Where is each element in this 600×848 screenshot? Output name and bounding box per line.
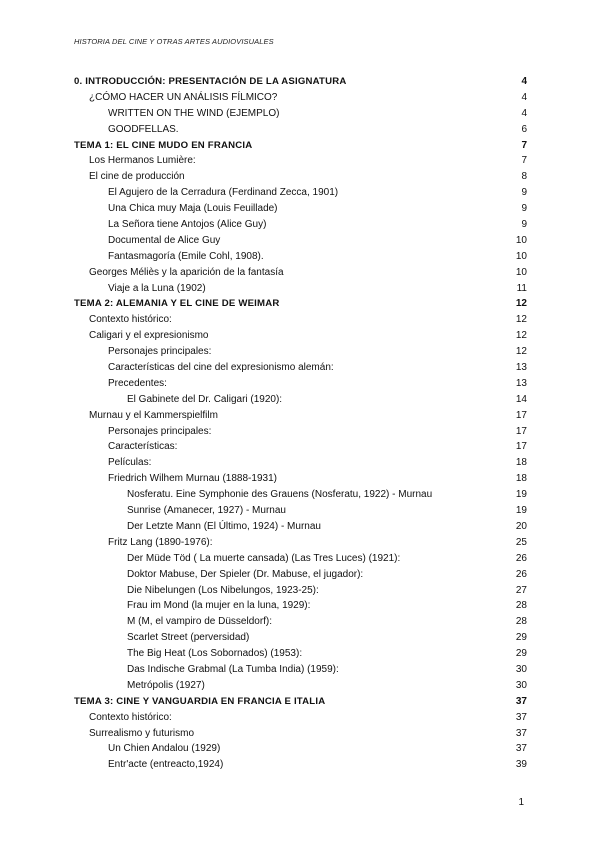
toc-entry-title: The Big Heat (Los Sobornados) (1953): bbox=[127, 648, 303, 660]
toc-entry-page: 37 bbox=[515, 711, 527, 723]
toc-entry-page: 29 bbox=[515, 648, 527, 660]
toc-entry-title: Características del cine del expresionismo alemán: bbox=[108, 362, 334, 374]
toc-entry-page: 25 bbox=[515, 536, 527, 548]
toc-entry-title: TEMA 2: ALEMANIA Y EL CINE DE WEIMAR bbox=[74, 298, 280, 310]
toc-entry[interactable] bbox=[0, 153, 600, 169]
toc-entry-page: 37 bbox=[515, 695, 527, 707]
toc-entry-page: 37 bbox=[515, 743, 527, 755]
toc-section-entry[interactable] bbox=[0, 138, 600, 154]
toc-entry-page: 12 bbox=[515, 346, 527, 358]
toc-entry-page: 11 bbox=[516, 282, 527, 294]
toc-entry-title: Caligari y el expresionismo bbox=[89, 330, 209, 342]
toc-entry[interactable] bbox=[0, 646, 600, 662]
toc-entry-title: Der Letzte Mann (El Último, 1924) - Murnau bbox=[127, 520, 321, 532]
toc-entry-page: 39 bbox=[515, 759, 527, 771]
toc-entry-page: 7 bbox=[521, 139, 527, 151]
toc-entry[interactable] bbox=[0, 551, 600, 567]
toc-entry[interactable] bbox=[0, 710, 600, 726]
toc-entry[interactable] bbox=[0, 392, 600, 408]
toc-entry-title: Viaje a la Luna (1902) bbox=[108, 282, 206, 294]
toc-entry-title: Der Müde Töd ( La muerte cansada) (Las Tres Luces) (1921): bbox=[127, 552, 401, 564]
toc-entry-title: TEMA 3: CINE Y VANGUARDIA EN FRANCIA E ITALIA bbox=[74, 695, 326, 707]
toc-entry-page: 4 bbox=[521, 107, 527, 119]
toc-entry-title: M (M, el vampiro de Düsseldorf): bbox=[127, 616, 273, 628]
toc-entry[interactable] bbox=[0, 741, 600, 757]
toc-entry-page: 12 bbox=[515, 298, 527, 310]
toc-entry-page: 12 bbox=[515, 330, 527, 342]
toc-entry-title: Georges Méliès y la aparición de la fantasía bbox=[89, 266, 284, 278]
toc-entry[interactable] bbox=[0, 249, 600, 265]
toc-entry-page: 28 bbox=[515, 600, 527, 612]
toc-entry[interactable] bbox=[0, 106, 600, 122]
toc-entry[interactable] bbox=[0, 408, 600, 424]
toc-entry-title: Contexto histórico: bbox=[89, 314, 172, 326]
toc-section-entry[interactable] bbox=[0, 296, 600, 312]
toc-entry-page: 30 bbox=[515, 663, 527, 675]
toc-entry-title: Metrópolis (1927) bbox=[127, 679, 205, 691]
toc-entry-title: Surrealismo y futurismo bbox=[89, 727, 195, 739]
toc-section-entry[interactable] bbox=[0, 694, 600, 710]
toc-entry-title: 0. INTRODUCCIÓN: PRESENTACIÓN DE LA ASIGNATURA bbox=[74, 76, 347, 87]
toc-entry-page: 13 bbox=[515, 362, 527, 374]
toc-entry-page: 8 bbox=[521, 171, 527, 183]
toc-entry[interactable] bbox=[0, 201, 600, 217]
toc-entry-title: Personajes principales: bbox=[108, 346, 212, 358]
toc-entry-title: Nosferatu. Eine Symphonie des Grauens (Nosferatu, 1922) - Murnau bbox=[127, 489, 433, 501]
toc-entry-title: GOODFELLAS. bbox=[108, 123, 179, 135]
toc-entry[interactable] bbox=[0, 567, 600, 583]
toc-entry-page: 4 bbox=[521, 91, 527, 103]
toc-entry-title: Características: bbox=[108, 441, 178, 453]
toc-entry-title: Sunrise (Amanecer, 1927) - Murnau bbox=[127, 505, 286, 517]
toc-entry-page: 19 bbox=[515, 505, 527, 517]
toc-entry[interactable] bbox=[0, 726, 600, 742]
toc-entry-title: Das Indische Grabmal (La Tumba India) (1959): bbox=[127, 663, 339, 675]
toc-entry-page: 17 bbox=[515, 441, 527, 453]
toc-entry-title: El cine de producción bbox=[89, 171, 185, 183]
toc-entry[interactable] bbox=[0, 598, 600, 614]
toc-entry[interactable] bbox=[0, 662, 600, 678]
toc-entry[interactable] bbox=[0, 519, 600, 535]
toc-entry[interactable] bbox=[0, 122, 600, 138]
toc-entry-title: Precedentes: bbox=[108, 377, 167, 389]
toc-entry[interactable] bbox=[0, 678, 600, 694]
toc-entry[interactable] bbox=[0, 471, 600, 487]
toc-entry[interactable] bbox=[0, 535, 600, 551]
toc-entry-page: 18 bbox=[515, 457, 527, 469]
toc-entry-page: 18 bbox=[515, 473, 527, 485]
toc-entry-page: 26 bbox=[515, 552, 527, 564]
table-of-contents bbox=[0, 74, 600, 773]
toc-entry-title: El Gabinete del Dr. Caligari (1920): bbox=[127, 393, 283, 405]
toc-entry[interactable] bbox=[0, 360, 600, 376]
toc-entry-title: Doktor Mabuse, Der Spieler (Dr. Mabuse, el jugador): bbox=[127, 568, 364, 580]
toc-entry[interactable] bbox=[0, 185, 600, 201]
toc-entry-title: WRITTEN ON THE WIND (EJEMPLO) bbox=[108, 107, 280, 119]
toc-entry-page: 6 bbox=[521, 123, 527, 135]
toc-entry-title: Contexto histórico: bbox=[89, 711, 172, 723]
toc-entry-title: TEMA 1: EL CINE MUDO EN FRANCIA bbox=[74, 139, 253, 151]
toc-entry[interactable] bbox=[0, 439, 600, 455]
toc-entry-page: 20 bbox=[515, 520, 527, 532]
toc-entry[interactable] bbox=[0, 217, 600, 233]
toc-entry[interactable] bbox=[0, 312, 600, 328]
toc-entry[interactable] bbox=[0, 424, 600, 440]
page-number: 1 bbox=[518, 797, 524, 808]
toc-entry-page: 10 bbox=[515, 250, 527, 262]
toc-entry-title: El Agujero de la Cerradura (Ferdinand Zecca, 1901) bbox=[108, 187, 339, 199]
toc-entry-page: 4 bbox=[521, 76, 527, 87]
toc-entry-title: Películas: bbox=[108, 457, 152, 469]
toc-entry-page: 9 bbox=[521, 203, 527, 215]
toc-entry-title: Die Nibelungen (Los Nibelungos, 1923-25): bbox=[127, 584, 319, 596]
toc-section-entry[interactable] bbox=[0, 74, 600, 90]
toc-entry-title: Un Chien Andalou (1929) bbox=[108, 743, 221, 755]
toc-entry-page: 19 bbox=[515, 489, 527, 501]
toc-entry-page: 9 bbox=[521, 187, 527, 199]
toc-entry-page: 29 bbox=[515, 632, 527, 644]
toc-entry[interactable] bbox=[0, 281, 600, 297]
toc-entry-page: 30 bbox=[515, 679, 527, 691]
toc-entry-page: 17 bbox=[515, 425, 527, 437]
toc-entry-page: 26 bbox=[515, 568, 527, 580]
toc-entry-page: 27 bbox=[515, 584, 527, 596]
toc-entry[interactable] bbox=[0, 344, 600, 360]
toc-entry[interactable] bbox=[0, 169, 600, 185]
toc-entry[interactable] bbox=[0, 376, 600, 392]
toc-entry[interactable] bbox=[0, 614, 600, 630]
toc-entry-title: Los Hermanos Lumière: bbox=[89, 155, 196, 167]
toc-entry[interactable] bbox=[0, 503, 600, 519]
toc-entry[interactable] bbox=[0, 455, 600, 471]
toc-entry-page: 10 bbox=[515, 266, 527, 278]
toc-entry-page: 9 bbox=[521, 219, 527, 231]
toc-entry-page: 10 bbox=[515, 234, 527, 246]
toc-entry-title: Frau im Mond (la mujer en la luna, 1929): bbox=[127, 600, 311, 612]
toc-entry-title: ¿CÓMO HACER UN ANÁLISIS FÍLMICO? bbox=[89, 91, 278, 103]
toc-entry-page: 14 bbox=[515, 393, 527, 405]
toc-entry[interactable] bbox=[0, 487, 600, 503]
toc-entry-title: Friedrich Wilhem Murnau (1888-1931) bbox=[108, 473, 277, 485]
toc-entry-page: 13 bbox=[515, 377, 527, 389]
toc-entry-page: 17 bbox=[515, 409, 527, 421]
toc-entry[interactable] bbox=[0, 265, 600, 281]
toc-entry-title: La Señora tiene Antojos (Alice Guy) bbox=[108, 219, 267, 231]
toc-entry-page: 37 bbox=[515, 727, 527, 739]
toc-entry-title: Documental de Alice Guy bbox=[108, 234, 221, 246]
toc-entry-page: 12 bbox=[515, 314, 527, 326]
toc-entry[interactable] bbox=[0, 630, 600, 646]
toc-entry-title: Scarlet Street (perversidad) bbox=[127, 632, 250, 644]
toc-entry-title: Murnau y el Kammerspielfilm bbox=[89, 409, 218, 421]
toc-entry[interactable] bbox=[0, 757, 600, 773]
toc-entry-title: Fantasmagoría (Emile Cohl, 1908). bbox=[108, 250, 264, 262]
toc-entry-title: Una Chica muy Maja (Louis Feuillade) bbox=[108, 203, 278, 215]
toc-entry-title: Personajes principales: bbox=[108, 425, 212, 437]
toc-entry-page: 7 bbox=[521, 155, 527, 167]
page-header: HISTORIA DEL CINE Y OTRAS ARTES AUDIOVISUALES bbox=[74, 37, 274, 46]
toc-entry[interactable] bbox=[0, 583, 600, 599]
toc-entry-page: 28 bbox=[515, 616, 527, 628]
toc-entry-title: Fritz Lang (1890-1976): bbox=[108, 536, 213, 548]
toc-entry[interactable] bbox=[0, 233, 600, 249]
toc-entry[interactable] bbox=[0, 90, 600, 106]
toc-entry-title: Entr'acte (entreacto,1924) bbox=[108, 759, 224, 771]
toc-entry[interactable] bbox=[0, 328, 600, 344]
